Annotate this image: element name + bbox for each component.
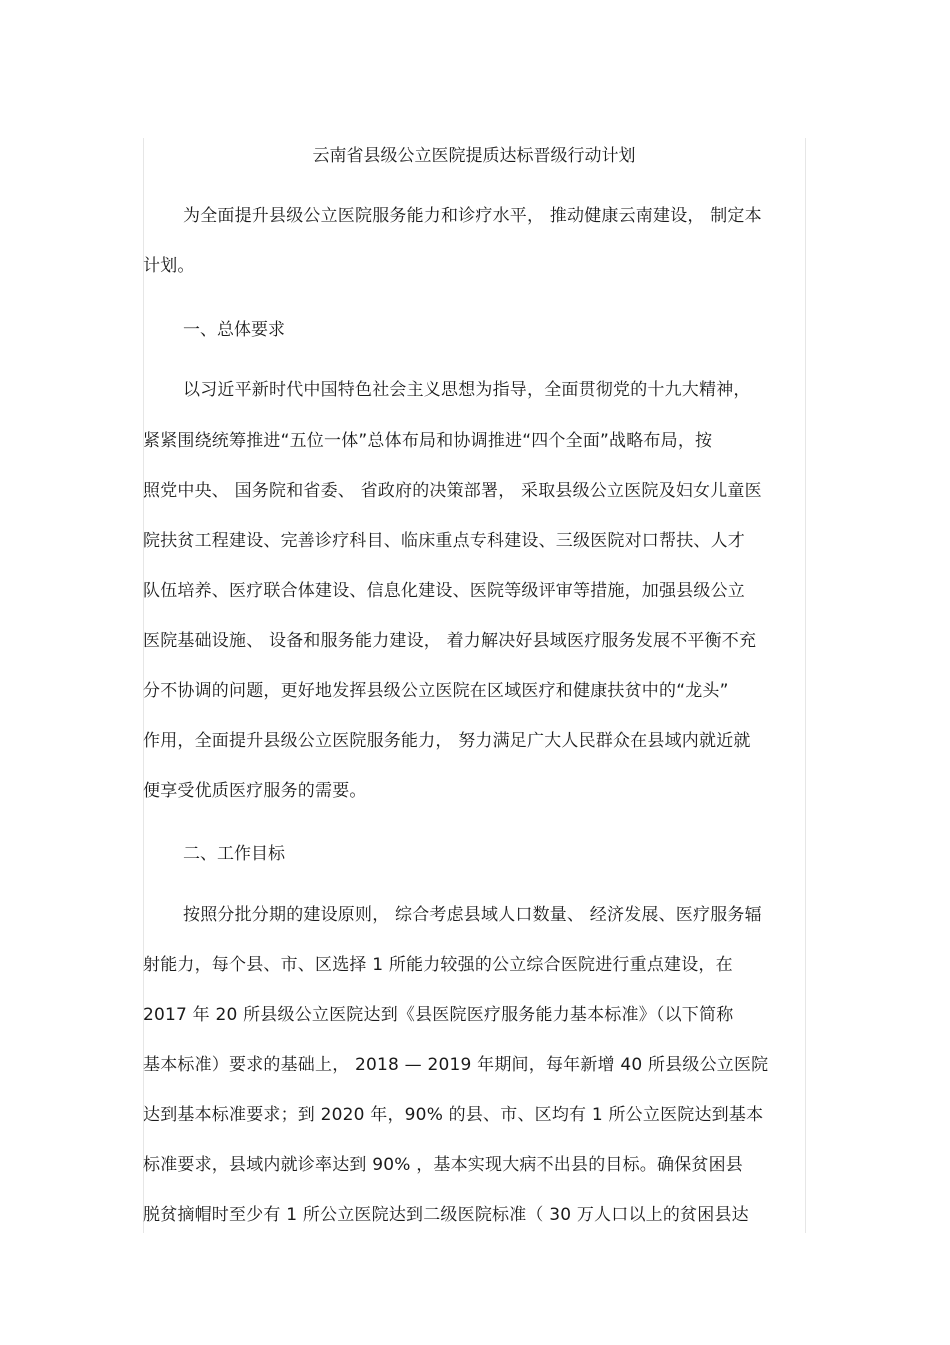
section-1-heading: 一、总体要求 [183, 320, 285, 340]
section-2-line-4: 基本标准）要求的基础上， 2018 — 2019 年期间，每年新增 40 所县级公立医院 [143, 1055, 769, 1075]
section-1-line-7: 分不协调的问题，更好地发挥县级公立医院在区域医疗和健康扶贫中的“龙头” [143, 681, 729, 701]
section-2-line-2: 射能力，每个县、市、区选择 1 所能力较强的公立综合医院进行重点建设，在 [143, 955, 733, 975]
section-2-line-7: 脱贫摘帽时至少有 1 所公立医院达到二级医院标准（ 30 万人口以上的贫困县达 [143, 1205, 749, 1225]
section-1-line-3: 照党中央、 国务院和省委、 省政府的决策部署， 采取县级公立医院及妇女儿童医 [143, 481, 762, 501]
intro-line-2: 计划。 [143, 256, 195, 276]
document-title: 云南省县级公立医院提质达标晋级行动计划 [312, 146, 636, 166]
intro-line-1: 为全面提升县级公立医院服务能力和诊疗水平， 推动健康云南建设， 制定本 [183, 206, 762, 226]
section-1-line-2: 紧紧围绕统筹推进“五位一体”总体布局和协调推进“四个全面”战略布局，按 [143, 431, 713, 451]
section-2-line-6: 标准要求，县域内就诊率达到 90% ，基本实现大病不出县的目标。确保贫困县 [143, 1155, 743, 1175]
section-1-line-5: 队伍培养、医疗联合体建设、信息化建设、医院等级评审等措施，加强县级公立 [143, 581, 745, 601]
section-1-line-9: 便享受优质医疗服务的需要。 [143, 781, 367, 801]
section-2-line-5: 达到基本标准要求；到 2020 年，90% 的县、市、区均有 1 所公立医院达到基本 [143, 1105, 764, 1125]
section-2-line-3: 2017 年 20 所县级公立医院达到《县医院医疗服务能力基本标准》（以下简称 [143, 1005, 734, 1025]
section-1-line-8: 作用，全面提升县级公立医院服务能力， 努力满足广大人民群众在县域内就近就 [143, 731, 751, 751]
section-2-heading: 二、工作目标 [183, 844, 285, 864]
section-1-line-6: 医院基础设施、 设备和服务能力建设， 着力解决好县域医疗服务发展不平衡不充 [143, 631, 757, 651]
section-1-line-1: 以习近平新时代中国特色社会主义思想为指导，全面贯彻党的十九大精神， [183, 380, 751, 400]
section-2-line-1: 按照分批分期的建设原则， 综合考虑县域人口数量、 经济发展、医疗服务辐 [183, 905, 762, 925]
right-margin-rule [805, 138, 806, 1233]
section-1-line-4: 院扶贫工程建设、完善诊疗科目、临床重点专科建设、三级医院对口帮扶、人才 [143, 531, 745, 551]
